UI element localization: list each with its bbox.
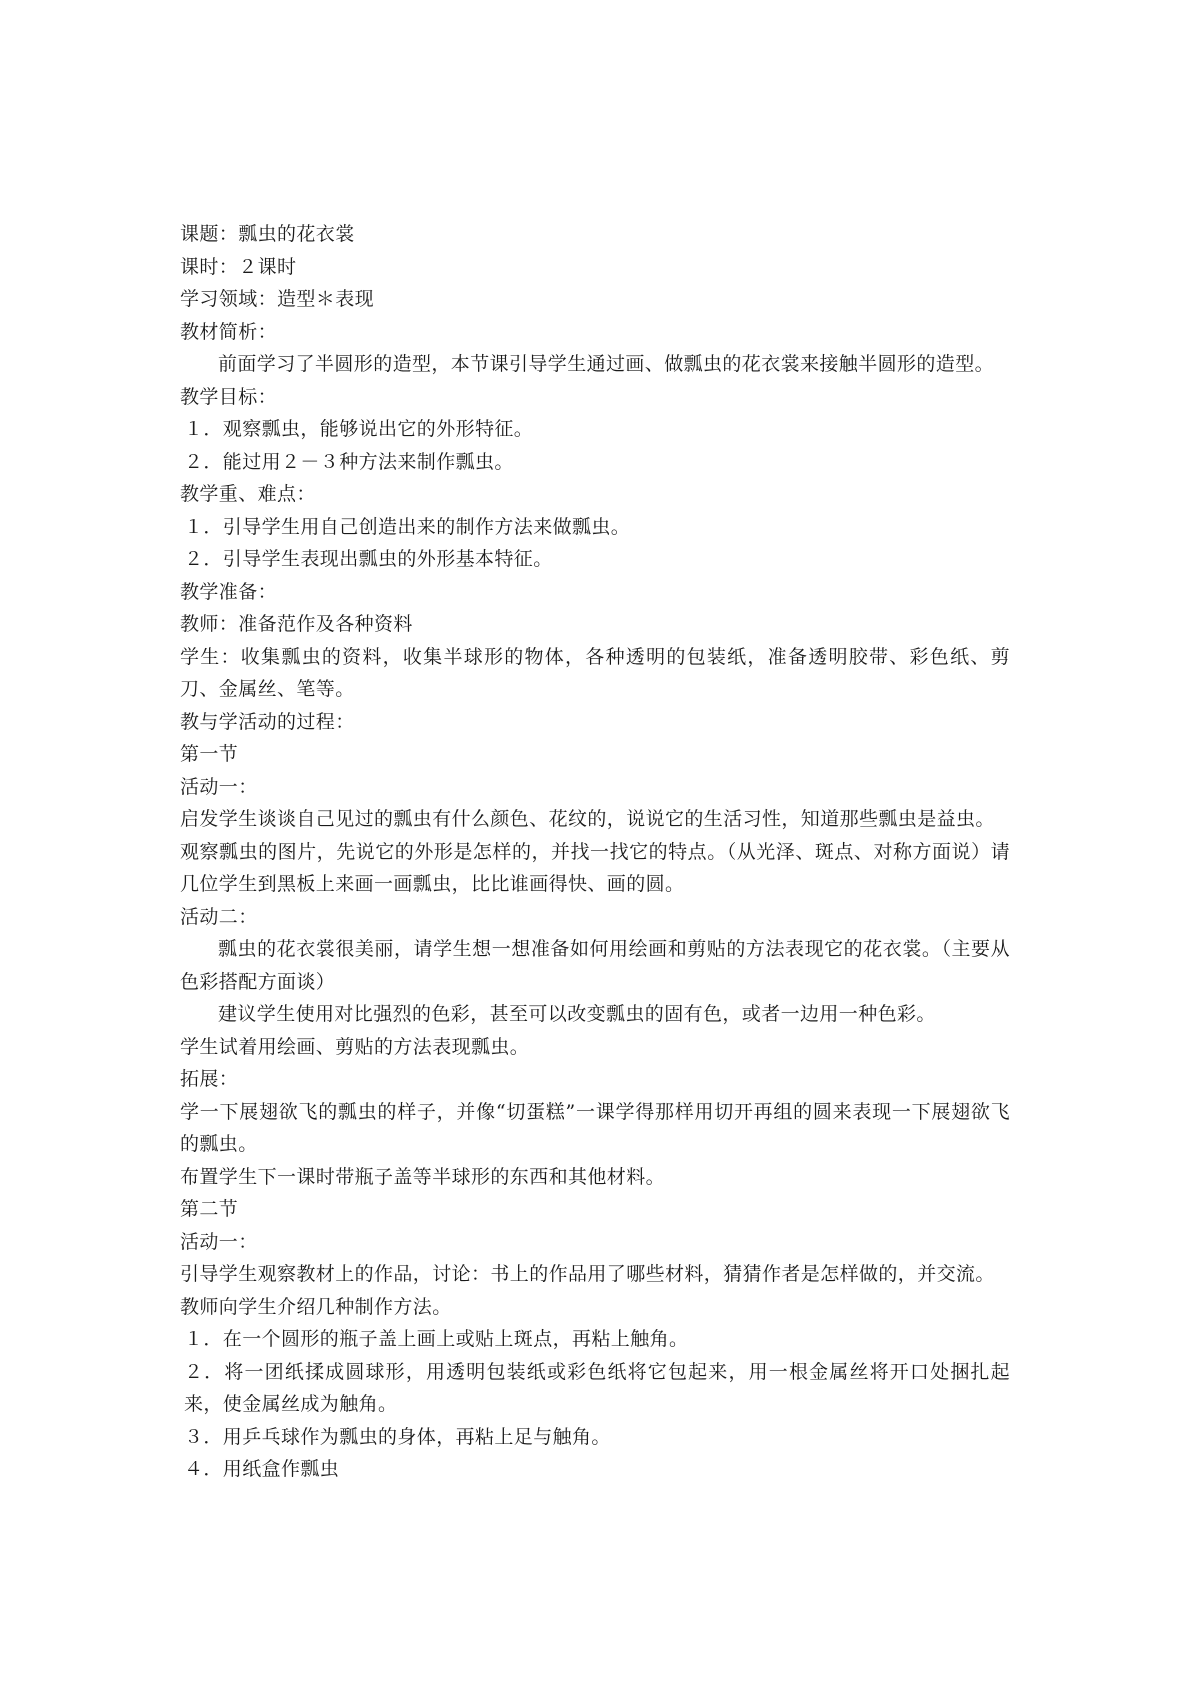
paragraph: 观察瓢虫的图片，先说它的外形是怎样的，并找一找它的特点。（从光泽、斑点、对称方面说）请几位学生到黑板上来画一画瓢虫，比比谁画得快、画的圆。 [180, 840, 1010, 895]
list-item: １．在一个圆形的瓶子盖上画上或贴上斑点，再粘上触角。 [184, 1328, 689, 1350]
paragraph: 前面学习了半圆形的造型，本节课引导学生通过画、做瓢虫的花衣裳来接触半圆形的造型。 [218, 353, 995, 375]
lesson-duration: 课时：２课时 [180, 255, 297, 278]
section-heading: 教学目标： [180, 385, 278, 408]
section-heading: 第二节 [180, 1198, 239, 1220]
paragraph: 学生试着用绘画、剪贴的方法表现瓢虫。 [180, 1035, 530, 1058]
section-heading: 第一节 [180, 743, 239, 765]
section-heading: 教学准备： [180, 580, 278, 603]
paragraph: 布置学生下一课时带瓶子盖等半球形的东西和其他材料。 [180, 1165, 666, 1188]
list-item: ３．用乒乓球作为瓢虫的身体，再粘上足与触角。 [184, 1425, 611, 1448]
learning-domain: 学习领域：造型＊表现 [180, 288, 375, 310]
lesson-title: 课题：瓢虫的花衣裳 [180, 223, 355, 245]
section-heading: 活动二： [180, 905, 258, 928]
paragraph: 引导学生观察教材上的作品，讨论：书上的作品用了哪些材料，猜猜作者是怎样做的，并交流。 [180, 1263, 995, 1285]
list-item: ２．引导学生表现出瓢虫的外形基本特征。 [184, 548, 553, 570]
list-item: １．引导学生用自己创造出来的制作方法来做瓢虫。 [184, 515, 631, 538]
paragraph: 学生：收集瓢虫的资料，收集半球形的物体，各种透明的包装纸，准备透明胶带、彩色纸、剪刀、金属丝、笔等。 [180, 645, 1010, 700]
paragraph: 瓢虫的花衣裳很美丽，请学生想一想准备如何用绘画和剪贴的方法表现它的花衣裳。（主要从色彩搭配方面谈） [180, 938, 1010, 993]
list-item: ２．能过用２－３种方法来制作瓢虫。 [184, 450, 514, 473]
paragraph: 教师向学生介绍几种制作方法。 [180, 1295, 452, 1318]
paragraph: 学一下展翅欲飞的瓢虫的样子，并像“切蛋糕”一课学得那样用切开再组的圆来表现一下展翅欲飞的瓢虫。 [180, 1100, 1010, 1155]
lesson-plan-body [180, 218, 1010, 1486]
section-heading: 教与学活动的过程： [180, 710, 355, 733]
section-heading: 拓展： [180, 1068, 239, 1090]
list-item: ４．用纸盒作瓢虫 [184, 1458, 340, 1480]
paragraph: 启发学生谈谈自己见过的瓢虫有什么颜色、花纹的，说说它的生活习性，知道那些瓢虫是益虫。 [180, 808, 995, 830]
list-item: １．观察瓢虫，能够说出它的外形特征。 [184, 418, 534, 440]
list-item: ２．将一团纸揉成圆球形，用透明包装纸或彩色纸将它包起来，用一根金属丝将开口处捆扎起来，使金属丝成为触角。 [184, 1360, 1010, 1415]
paragraph: 建议学生使用对比强烈的色彩，甚至可以改变瓢虫的固有色，或者一边用一种色彩。 [218, 1003, 936, 1025]
section-heading: 活动一： [180, 775, 258, 798]
section-heading: 教学重、难点： [180, 483, 316, 505]
section-heading: 活动一： [180, 1230, 258, 1253]
paragraph: 教师：准备范作及各种资料 [180, 613, 413, 635]
section-heading: 教材简析： [180, 320, 278, 343]
